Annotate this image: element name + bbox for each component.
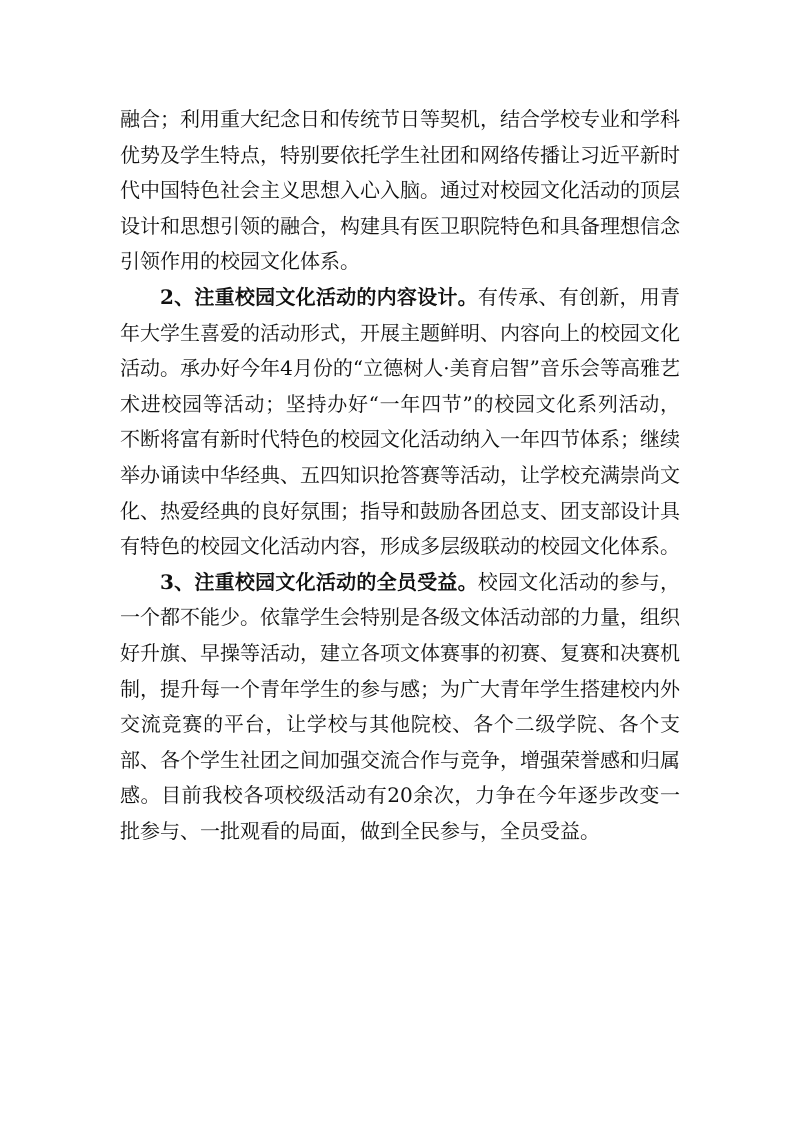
paragraph-heading: 2、注重校园文化活动的内容设计。 <box>160 284 478 309</box>
paragraph-text: 融合；利用重大纪念日和传统节日等契机，结合学校专业和学科优势及学生特点，特别要依托学生社团和网络传播让习近平新时代中国特色社会主义思想入心入脑。通过对校园文化活动的顶层设计和思想引领的融合，构建具有医卫职院特色和具备理想信念引领作用的校园文化体系。 <box>120 107 680 274</box>
paragraph-heading: 3、注重校园文化活动的全员受益。 <box>160 569 478 594</box>
body-text <box>120 102 680 849</box>
paragraph-text: 校园文化活动的参与，一个都不能少。依靠学生会特别是各级文体活动部的力量，组织好升旗、早操等活动，建立各项文体赛事的初赛、复赛和决赛机制，提升每一个青年学生的参与感；为广大青年学生搭建校内外交流竞赛的平台，让学校与其他院校、各个二级学院、各个支部、各个学生社团之间加强交流合作与竞争，增强荣誉感和归属感。目前我校各项校级活动有20余次，力争在今年逐步改变一批参与、一批观看的局面，做到全民参与，全员受益。 <box>120 569 681 843</box>
paragraph-full-participation <box>120 565 680 850</box>
paragraph-continuation <box>120 102 680 280</box>
paragraph-text: 有传承、有创新，用青年大学生喜爱的活动形式，开展主题鲜明、内容向上的校园文化活动。承办好今年4月份的“立德树人·美育启智”音乐会等高雅艺术进校园等活动；坚持办好“一年四节”的校园文化系列活动，不断将富有新时代特色的校园文化活动纳入一年四节体系；继续举办诵读中华经典、五四知识抢答赛等活动，让学校充满崇尚文化、热爱经典的良好氛围；指导和鼓励各团总支、团支部设计具有特色的校园文化活动内容，形成多层级联动的校园文化体系。 <box>120 284 681 559</box>
paragraph-content-design <box>120 280 680 565</box>
